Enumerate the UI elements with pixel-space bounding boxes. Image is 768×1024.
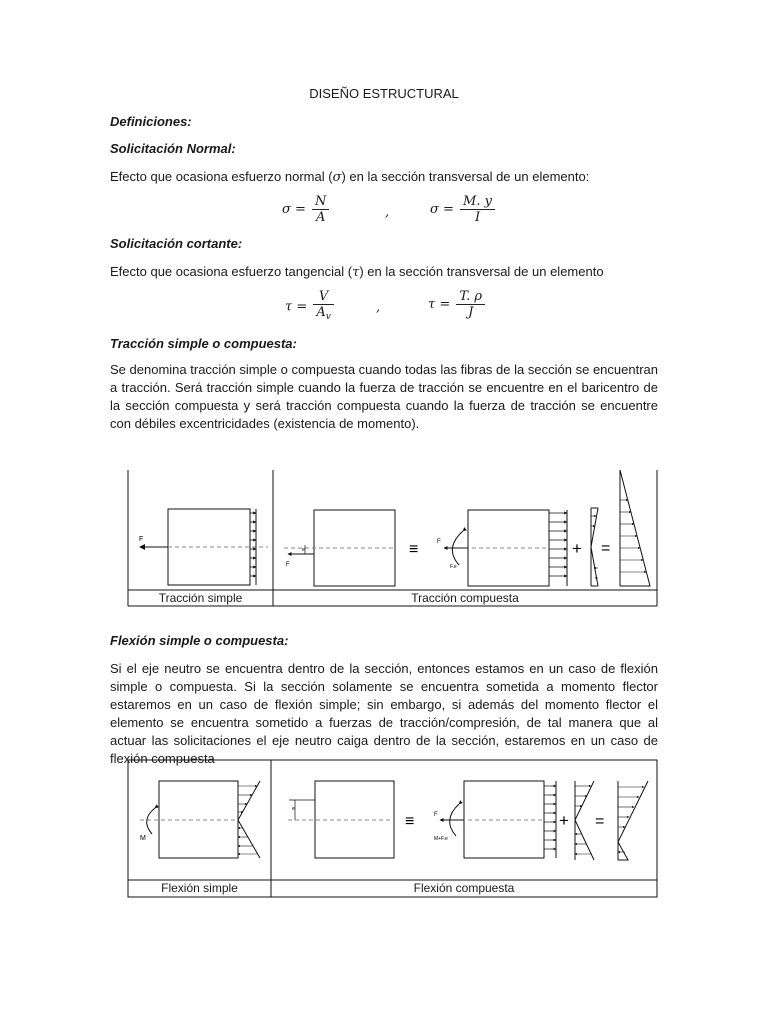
document-title: DISEÑO ESTRUCTURAL (309, 86, 459, 101)
stress-arrows (544, 786, 556, 849)
flexion-heading: Flexión simple o compuesta: (110, 633, 289, 648)
caption-flexion-compuesta: Flexión compuesta (413, 881, 515, 895)
moment-label: F.e (450, 564, 457, 570)
force-label: F (139, 536, 144, 543)
sigma-symbol: σ (332, 170, 342, 185)
denominator-subscript: v (325, 312, 331, 322)
bending-stress-diagram (575, 781, 594, 860)
denominator-base: A (316, 305, 326, 320)
formula-separator: , (385, 205, 390, 220)
flexion-paragraph: Si el eje neutro se encuentra dentro de la sección, entonces estamos en un caso de flexión simple o compuesta. Si la sección solamente se encuentra sometida a momento flector estaremos en un caso de flexión simple; sin embargo, si además del momento flector el elemento se encuentra sometido a fuerzas de tracción/compresión, de tal manera que al actuar las solicitaciones el eje neutro caiga dentro de la sección, estaremos en un caso de flexión compuesta (110, 661, 658, 766)
moment-label: M (140, 835, 146, 842)
force-label: F (434, 812, 438, 818)
force-label: F (437, 539, 441, 545)
caption-traccion-compuesta: Tracción compuesta (411, 591, 519, 605)
formula-lhs: σ = (282, 202, 306, 217)
shear-text-before: Efecto que ocasiona esfuerzo tangencial ( (110, 264, 353, 279)
stress-arrows (575, 786, 592, 854)
numerator: N (312, 194, 329, 210)
equals-symbol: = (595, 813, 605, 830)
numerator: M. y (460, 194, 495, 210)
numerator: T. ρ (456, 289, 485, 305)
normal-heading: Solicitación Normal: (110, 141, 236, 156)
denominator: I (474, 210, 481, 225)
plus-symbol: + (572, 539, 582, 558)
tau-symbol: τ (352, 265, 360, 280)
formula-lhs: τ = (428, 297, 451, 312)
denominator: J (468, 305, 474, 320)
eccentricity-label: e (292, 806, 295, 812)
equiv-symbol: ≡ (409, 541, 419, 558)
bending-stress-diagram (238, 781, 260, 858)
stress-arrows (238, 786, 258, 854)
moment-label: M+F.e (434, 836, 448, 842)
eccentricity-label: e (302, 547, 305, 553)
denominator: A (316, 210, 326, 225)
formula-lhs: τ = (285, 299, 308, 315)
force-label: F (286, 562, 290, 568)
plus-symbol: + (559, 811, 569, 830)
equals-symbol: = (601, 540, 611, 557)
traccion-heading: Tracción simple o compuesta: (110, 336, 297, 351)
shear-heading: Solicitación cortante: (110, 236, 243, 251)
traccion-paragraph: Se denomina tracción simple o compuesta cuando todas las fibras de la sección se encuentran a tracción. Será tracción simple cuando la fuerza de tracción se encuentre en el baricentro de la sección compuesta y será tracción compuesta cuando la fuerza de tracción se encuentre con débiles excentricidades (existencia de momento). (110, 362, 658, 431)
normal-text-before: Efecto que ocasiona esfuerzo normal ( (110, 169, 333, 184)
moment-arc (147, 808, 155, 834)
equiv-symbol: ≡ (405, 813, 415, 830)
formula-lhs: σ = (430, 202, 454, 217)
formula-separator: , (376, 300, 381, 315)
normal-text-after: ) en la sección transversal de un elemento: (341, 169, 590, 184)
caption-flexion-simple: Flexión simple (161, 881, 238, 895)
numerator: V (313, 289, 333, 305)
shear-text-after: ) en la sección transversal de un elemento (359, 264, 604, 279)
definitions-heading: Definiciones: (110, 114, 192, 129)
resulting-stress-diagram (618, 781, 648, 860)
caption-traccion-simple: Tracción simple (158, 591, 243, 605)
